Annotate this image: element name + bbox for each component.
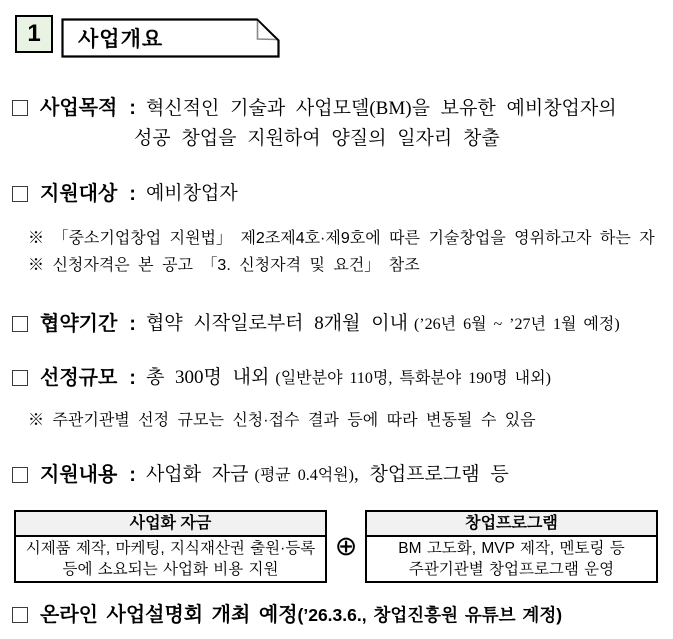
section-period — [12, 312, 659, 337]
section-number-badge: 1 — [15, 15, 53, 53]
box-body-line: BM 고도화, MVP 제작, 멘토링 등 — [398, 540, 625, 557]
briefing-parenthetical: (’26.3.6., 창업진흥원 유튜브 계정) — [297, 605, 563, 625]
section-label: 선정규모 — [40, 367, 118, 389]
checkbox-icon — [12, 186, 28, 202]
box-title: 창업프로그램 — [367, 512, 656, 537]
section-scale — [12, 366, 659, 391]
checkbox-icon — [12, 467, 28, 483]
content-text: 총 300명 내외 — [145, 367, 270, 388]
reference-note: ※ 신청자격은 본 공고 「3. 신청자격 및 요건」 참조 — [28, 257, 420, 274]
checkbox-icon — [12, 607, 28, 623]
section-label: 지원내용 — [40, 464, 118, 486]
startup-program-box — [365, 510, 658, 583]
content-parenthetical: (일반분야 110명, 특화분야 190명 내외) — [275, 370, 551, 387]
section-purpose — [12, 96, 659, 156]
reference-note: ※ 주관기관별 선정 규모는 신청·접수 결과 등에 따라 변동될 수 있음 — [28, 412, 536, 429]
section-briefing — [12, 603, 659, 627]
commercialization-fund-box — [14, 510, 327, 583]
colon-separator: : — [129, 313, 136, 335]
box-body — [16, 537, 325, 581]
plus-circle-icon: ⊕ — [334, 531, 358, 561]
content-parenthetical: (평균 0.4억원) — [254, 467, 354, 484]
colon-separator: : — [129, 464, 136, 486]
colon-separator: : — [129, 183, 136, 205]
briefing-text — [40, 603, 562, 627]
content-parenthetical: (’26년 6월 ~ ’27년 1월 예정) — [413, 316, 620, 333]
content-line: 성공 창업을 지원하여 양질의 일자리 창출 — [133, 128, 500, 149]
briefing-main-text: 온라인 사업설명회 개최 예정 — [40, 604, 298, 626]
checkbox-icon — [12, 370, 28, 386]
scale-notes — [12, 407, 659, 434]
section-label: 사업목적 — [40, 97, 118, 119]
page-title: 사업개요 — [78, 28, 164, 51]
section-label: 협약기간 — [40, 313, 118, 335]
section-title-tab — [61, 18, 280, 58]
box-body-line: 주관기관별 창업프로그램 운영 — [408, 561, 615, 578]
section-content — [133, 96, 617, 156]
box-body — [367, 537, 656, 581]
content-line: 혁신적인 기술과 사업모델(BM)을 보유한 예비창업자의 — [145, 98, 617, 119]
box-body-line: 등에 소요되는 사업화 비용 지원 — [62, 561, 279, 578]
section-target — [12, 182, 659, 206]
section-content — [146, 312, 620, 337]
box-body-line: 시제품 제작, 마케팅, 지식재산권 출원·등록 — [25, 540, 316, 557]
box-title: 사업화 자금 — [16, 512, 325, 537]
content-text-suffix: , 창업프로그램 등 — [353, 464, 509, 485]
section-content — [146, 463, 509, 488]
reference-note: ※ 「중소기업창업 지원법」 제2조제4호·제9호에 따른 기술창업을 영위하고자 하는 자 — [28, 230, 655, 247]
colon-separator: : — [129, 97, 136, 119]
section-header — [15, 15, 659, 58]
colon-separator: : — [129, 367, 136, 389]
target-notes — [12, 225, 659, 279]
content-text: 협약 시작일로부터 8개월 이내 — [145, 313, 408, 334]
content-text: 사업화 자금 — [145, 464, 249, 485]
section-support — [12, 463, 659, 488]
section-content — [146, 366, 551, 391]
section-content: 예비창업자 — [145, 183, 238, 204]
section-label: 지원대상 — [40, 183, 118, 205]
support-boxes — [14, 510, 658, 583]
checkbox-icon — [12, 100, 28, 116]
checkbox-icon — [12, 316, 28, 332]
